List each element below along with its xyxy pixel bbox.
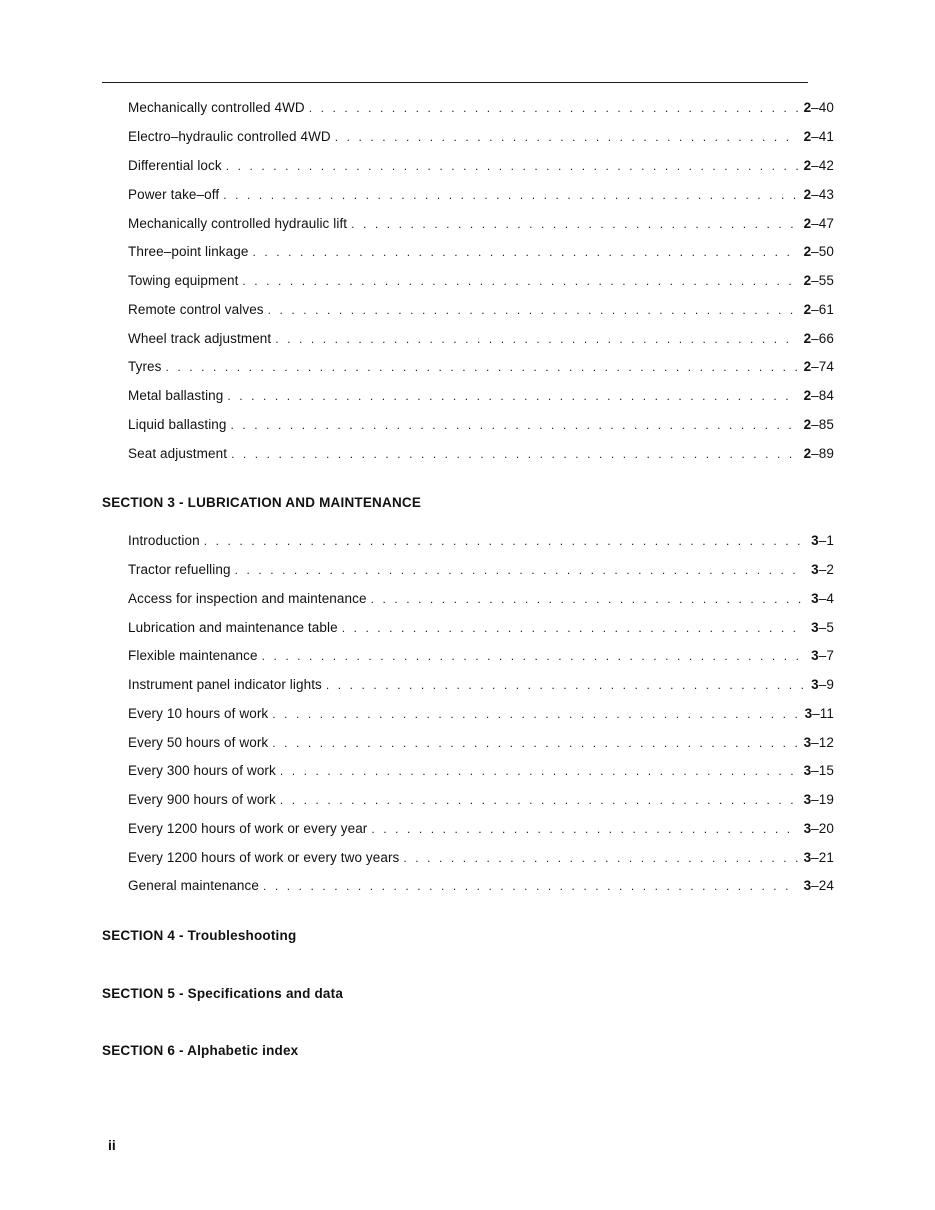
entry-title: Tractor refuelling: [128, 562, 231, 577]
toc-entry[interactable]: [128, 850, 834, 870]
entry-title: Tyres: [128, 359, 162, 374]
dot-leader: [326, 678, 805, 692]
entry-title: Every 900 hours of work: [128, 792, 276, 807]
section-5-heading[interactable]: SECTION 5 - Specifications and data: [102, 986, 344, 1001]
entry-page: 2–55: [803, 273, 834, 288]
entry-page: 2–89: [803, 446, 834, 461]
toc-entry[interactable]: [128, 388, 834, 408]
entry-page: 2–85: [803, 417, 834, 432]
dot-leader: [231, 418, 798, 432]
section-6-heading[interactable]: SECTION 6 - Alphabetic index: [102, 1043, 299, 1058]
dot-leader: [371, 592, 806, 606]
toc-entry[interactable]: [128, 331, 834, 351]
toc-entry[interactable]: [128, 648, 834, 668]
dot-leader: [242, 274, 797, 288]
toc-entry[interactable]: [128, 446, 834, 466]
dot-leader: [309, 101, 798, 115]
section-4-heading[interactable]: SECTION 4 - Troubleshooting: [102, 928, 297, 943]
toc-entry[interactable]: [128, 706, 834, 726]
dot-leader: [272, 707, 798, 721]
entry-title: Access for inspection and maintenance: [128, 591, 367, 606]
entry-title: Every 1200 hours of work or every year: [128, 821, 368, 836]
toc-entry[interactable]: [128, 302, 834, 322]
entry-page: 3–11: [804, 706, 834, 721]
toc-entry[interactable]: [128, 821, 834, 841]
dot-leader: [268, 303, 798, 317]
entry-title: Every 1200 hours of work or every two years: [128, 850, 400, 865]
entry-page: 2–43: [803, 187, 834, 202]
entry-title: Every 50 hours of work: [128, 735, 269, 750]
dot-leader: [166, 360, 798, 374]
entry-title: Electro–hydraulic controlled 4WD: [128, 129, 331, 144]
header-rule: [102, 82, 808, 83]
toc-entry[interactable]: [128, 620, 834, 640]
toc-entry[interactable]: [128, 677, 834, 697]
entry-page: 2–47: [803, 216, 834, 231]
entry-title: Liquid ballasting: [128, 417, 227, 432]
entry-page: 3–4: [811, 591, 834, 606]
entry-page: 2–40: [803, 100, 834, 115]
entry-page: 3–20: [803, 821, 834, 836]
dot-leader: [262, 649, 806, 663]
entry-title: Every 10 hours of work: [128, 706, 269, 721]
entry-title: Metal ballasting: [128, 388, 224, 403]
entry-page: 2–50: [803, 244, 834, 259]
dot-leader: [342, 621, 805, 635]
dot-leader: [351, 217, 797, 231]
entry-title: Power take–off: [128, 187, 220, 202]
toc-entry[interactable]: [128, 591, 834, 611]
dot-leader: [335, 130, 798, 144]
entry-page: 3–9: [811, 677, 834, 692]
dot-leader: [226, 159, 798, 173]
toc-entry[interactable]: [128, 792, 834, 812]
toc-entry[interactable]: [128, 129, 834, 149]
toc-entry[interactable]: [128, 187, 834, 207]
toc-entry[interactable]: [128, 735, 834, 755]
toc-entry[interactable]: [128, 244, 834, 264]
entry-title: Differential lock: [128, 158, 222, 173]
dot-leader: [263, 879, 798, 893]
entry-title: Three–point linkage: [128, 244, 249, 259]
entry-page: 3–12: [803, 735, 834, 750]
entry-title: Wheel track adjustment: [128, 331, 272, 346]
entry-page: 2–84: [803, 388, 834, 403]
dot-leader: [280, 764, 798, 778]
dot-leader: [280, 793, 798, 807]
entry-title: Introduction: [128, 533, 200, 548]
dot-leader: [403, 851, 797, 865]
entry-title: Towing equipment: [128, 273, 239, 288]
dot-leader: [371, 822, 797, 836]
entry-page: 3–7: [811, 648, 834, 663]
page-folio: ii: [108, 1137, 116, 1153]
entry-title: Every 300 hours of work: [128, 763, 276, 778]
entry-title: Flexible maintenance: [128, 648, 258, 663]
dot-leader: [235, 563, 806, 577]
toc-entry[interactable]: [128, 878, 834, 898]
toc-entry[interactable]: [128, 359, 834, 379]
dot-leader: [275, 332, 797, 346]
toc-entry[interactable]: [128, 763, 834, 783]
entry-page: 3–1: [811, 533, 834, 548]
section-3-heading[interactable]: SECTION 3 - LUBRICATION AND MAINTENANCE: [102, 495, 422, 510]
entry-page: 2–42: [803, 158, 834, 173]
entry-title: Lubrication and maintenance table: [128, 620, 338, 635]
entry-page: 2–61: [803, 302, 834, 317]
dot-leader: [252, 245, 797, 259]
toc-entry[interactable]: [128, 100, 834, 120]
dot-leader: [204, 534, 805, 548]
entry-page: 3–2: [811, 562, 834, 577]
entry-page: 3–24: [803, 878, 834, 893]
entry-page: 3–19: [803, 792, 834, 807]
entry-page: 3–21: [803, 850, 834, 865]
dot-leader: [272, 736, 797, 750]
entry-title: Mechanically controlled hydraulic lift: [128, 216, 348, 231]
dot-leader: [223, 188, 797, 202]
toc-entry[interactable]: [128, 533, 834, 553]
toc-entry[interactable]: [128, 158, 834, 178]
entry-page: 2–41: [803, 129, 834, 144]
entry-page: 3–5: [811, 620, 834, 635]
entry-title: Seat adjustment: [128, 446, 228, 461]
entry-title: Instrument panel indicator lights: [128, 677, 322, 692]
dot-leader: [231, 447, 798, 461]
dot-leader: [227, 389, 797, 403]
toc-entry[interactable]: [128, 417, 834, 437]
toc-entry[interactable]: [128, 216, 834, 236]
toc-entry[interactable]: [128, 562, 834, 582]
entry-page: 2–74: [803, 359, 834, 374]
entry-page: 2–66: [803, 331, 834, 346]
toc-entry[interactable]: [128, 273, 834, 293]
entry-title: General maintenance: [128, 878, 259, 893]
entry-title: Remote control valves: [128, 302, 264, 317]
entry-title: Mechanically controlled 4WD: [128, 100, 305, 115]
entry-page: 3–15: [803, 763, 834, 778]
